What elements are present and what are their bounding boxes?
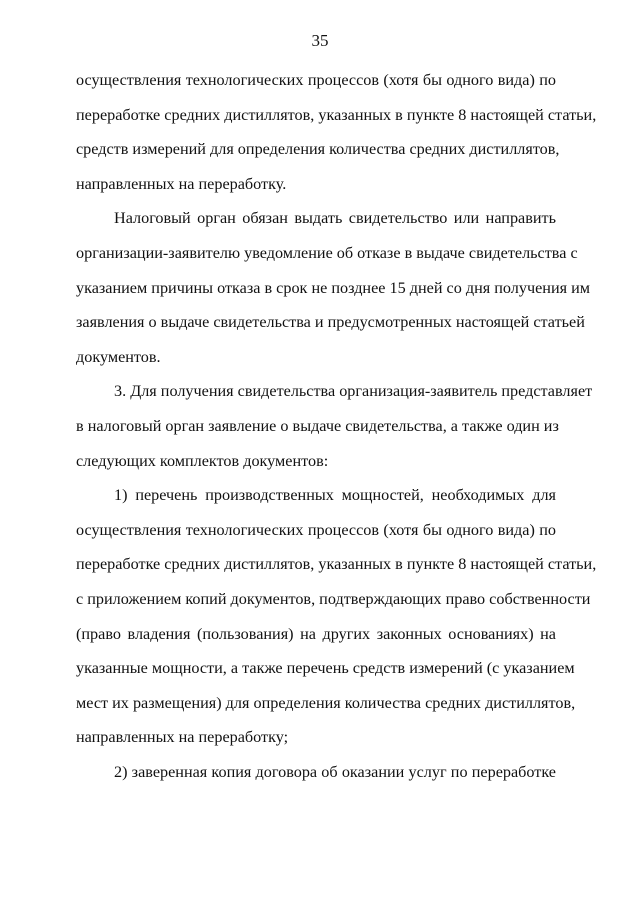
text-line: заявления о выдаче свидетельства и предусмотренных настоящей статьей <box>76 313 585 332</box>
text-line: с приложением копий документов, подтверждающих право собственности <box>76 589 591 608</box>
text-line: осуществления технологических процессов (хотя бы одного вида) по <box>76 71 556 89</box>
text-line: средств измерений для определения количества средних дистиллятов, <box>76 140 560 159</box>
text-line: указанные мощности, а также перечень средств измерений (с указанием <box>76 659 575 678</box>
text-line: организации-заявителю уведомление об отказе в выдаче свидетельства с <box>76 243 578 262</box>
text-line: в налоговый орган заявление о выдаче свидетельства, а также один из <box>76 416 559 435</box>
text-line: переработке средних дистиллятов, указанных в пункте 8 настоящей статьи, <box>76 555 597 574</box>
document-body <box>76 68 597 794</box>
page-number: 35 <box>311 31 329 50</box>
text-line: осуществления технологических процессов (хотя бы одного вида) по <box>76 520 556 539</box>
text-line: 1) перечень производственных мощностей, необходимых для <box>114 486 556 505</box>
paragraph-item-3 <box>76 379 593 483</box>
text-line: направленных на переработку. <box>76 174 287 193</box>
text-line: мест их размещения) для определения количества средних дистиллятов, <box>76 693 576 712</box>
paragraph-subitem-2 <box>76 760 556 795</box>
text-line: переработке средних дистиллятов, указанных в пункте 8 настоящей статьи, <box>76 105 597 124</box>
text-line: (право владения (пользования) на других законных основаниях) на <box>76 624 556 643</box>
text-line: Налоговый орган обязан выдать свидетельство или направить <box>114 209 556 228</box>
paragraph-tax-authority <box>76 206 591 379</box>
paragraph-subitem-1 <box>76 483 597 760</box>
text-line: следующих комплектов документов: <box>76 451 329 470</box>
text-line: направленных на переработку; <box>76 728 289 747</box>
text-line: указанием причины отказа в срок не позднее 15 дней со дня получения им <box>76 278 591 297</box>
text-line: 3. Для получения свидетельства организация-заявитель представляет <box>114 382 593 401</box>
paragraph-continuation <box>76 68 597 206</box>
text-line: документов. <box>76 347 161 366</box>
text-line: 2) заверенная копия договора об оказании услуг по переработке <box>114 762 556 781</box>
